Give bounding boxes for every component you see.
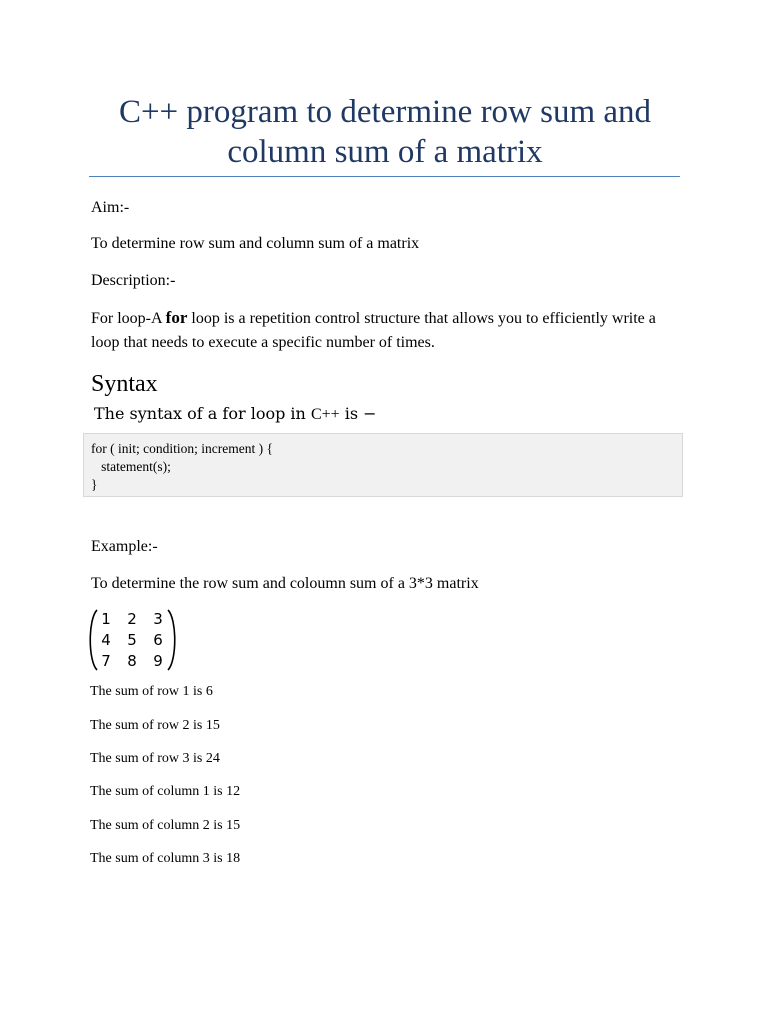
example-text: To determine the row sum and coloumn sum of a 3*3 matrix: [91, 575, 479, 592]
matrix-cell: 6: [153, 631, 163, 649]
aim-label: Aim:-: [91, 199, 130, 216]
example-label: Example:-: [91, 538, 158, 555]
result-row-2: The sum of row 2 is 15: [90, 718, 220, 733]
result-column-1: The sum of column 1 is 12: [90, 784, 241, 799]
matrix-cell: 1: [101, 610, 111, 628]
matrix-cell: 3: [153, 610, 163, 628]
syntax-intro-after: is −: [339, 404, 377, 423]
syntax-heading: Syntax: [91, 371, 158, 397]
description-text-after: loop is a repetition control structure that allows you to efficiently write a loop that needs to execute a specific number of times.: [91, 310, 656, 351]
syntax-intro-lang: C++: [310, 406, 340, 423]
result-column-3: The sum of column 3 is 18: [90, 851, 241, 866]
code-line: statement(s);: [91, 459, 171, 474]
matrix-cell: 2: [127, 610, 137, 628]
code-line: for ( init; condition; increment ) {: [91, 441, 273, 456]
page-title: C++ program to determine row sum and column sum of a matrix: [118, 94, 652, 170]
description-paragraph: [91, 306, 676, 355]
matrix-cell: 9: [153, 652, 163, 670]
syntax-intro-before: The syntax of a for loop in: [94, 404, 311, 423]
description-keyword: for: [165, 308, 188, 327]
syntax-intro: [94, 403, 377, 426]
matrix: [86, 609, 180, 671]
description-label: Description:-: [91, 272, 176, 289]
result-row-1: The sum of row 1 is 6: [90, 684, 213, 699]
description-text-before: For loop-A: [91, 310, 166, 327]
result-column-2: The sum of column 2 is 15: [90, 818, 241, 833]
code-block: [83, 433, 683, 497]
matrix-cell: 7: [101, 652, 111, 670]
result-row-3: The sum of row 3 is 24: [90, 751, 220, 766]
matrix-cell: 8: [127, 652, 137, 670]
matrix-cell: 5: [127, 631, 137, 649]
title-divider: [89, 176, 680, 177]
matrix-cell: 4: [101, 631, 111, 649]
code-line: }: [91, 477, 98, 492]
aim-text: To determine row sum and column sum of a matrix: [91, 235, 420, 252]
